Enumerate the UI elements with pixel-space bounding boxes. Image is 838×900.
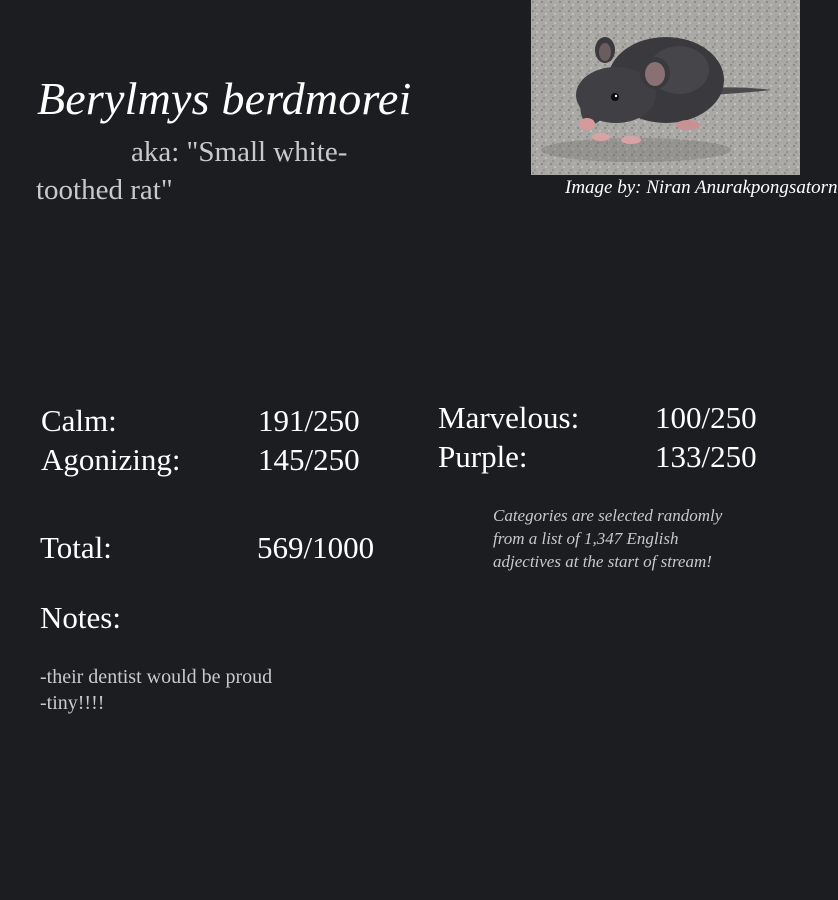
score-label-marvelous: Marvelous: — [438, 400, 580, 435]
score-value-purple: 133/250 — [655, 439, 757, 474]
score-value-calm: 191/250 — [258, 403, 360, 438]
note-item: -their dentist would be proud — [40, 666, 273, 688]
image-credit: Image by: Niran Anurakpongsatorn — [565, 177, 838, 198]
categories-note: Categories are selected randomly from a list of 1,347 English adjectives at the start of stream! — [493, 506, 723, 571]
notes-list — [40, 664, 272, 716]
score-label-calm: Calm: — [41, 403, 117, 438]
rat-photo — [531, 0, 800, 175]
common-name: aka: "Small white-toothed rat" — [36, 136, 348, 206]
species-name: Berylmys berdmorei — [37, 73, 412, 124]
notes-heading: Notes: — [40, 600, 121, 635]
total-value: 569/1000 — [257, 530, 375, 565]
score-label-purple: Purple: — [438, 439, 528, 474]
score-label-agonizing: Agonizing: — [41, 442, 181, 477]
total-label: Total: — [40, 530, 112, 565]
score-value-marvelous: 100/250 — [655, 400, 757, 435]
score-value-agonizing: 145/250 — [258, 442, 360, 477]
note-item: -tiny!!!! — [40, 692, 105, 714]
